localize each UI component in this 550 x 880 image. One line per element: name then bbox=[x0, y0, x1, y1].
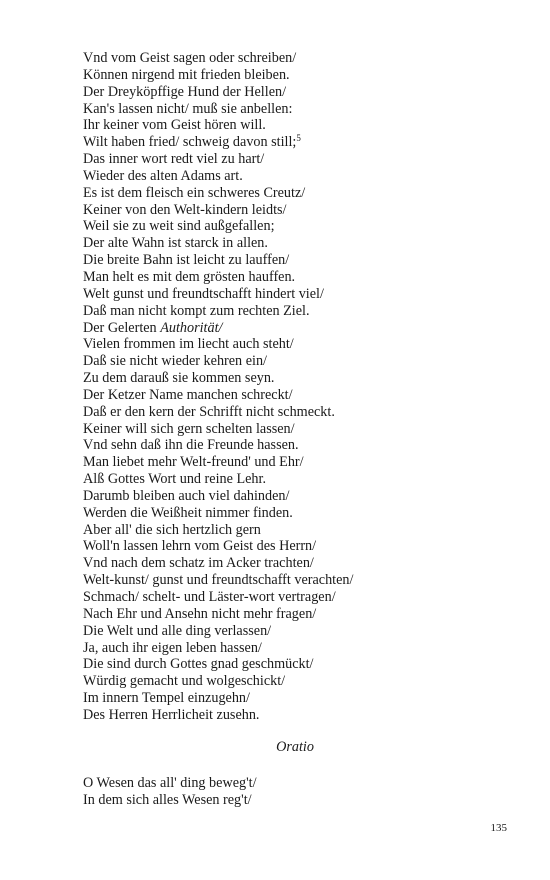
verse-line-text: Welt gunst und freundtschafft hindert viel/ bbox=[83, 285, 324, 302]
verse-line bbox=[83, 269, 503, 286]
verse-line-text: Die Welt und alle ding verlassen/ bbox=[83, 622, 272, 639]
verse-line-text: Der Ketzer Name manchen schreckt/ bbox=[83, 386, 293, 403]
verse-line bbox=[83, 117, 503, 134]
verse-line-text: Daß man nicht kompt zum rechten Ziel. bbox=[83, 302, 310, 319]
verse-line-text: Wieder des alten Adams art. bbox=[83, 167, 243, 184]
verse-line bbox=[83, 690, 503, 707]
verse-line bbox=[83, 505, 503, 522]
verse-line-text: Aber all' die sich hertzlich gern bbox=[83, 521, 261, 538]
verse-line bbox=[83, 320, 503, 337]
verse-line bbox=[83, 707, 503, 724]
verse-line bbox=[83, 252, 503, 269]
prayer-line: In dem sich alles Wesen reg't/ bbox=[83, 791, 252, 808]
verse-line bbox=[83, 235, 503, 252]
verse-line bbox=[83, 151, 503, 168]
verse-line bbox=[83, 421, 503, 438]
verse-line bbox=[83, 50, 503, 67]
verse-line-text: Zu dem darauß sie kommen seyn. bbox=[83, 370, 275, 387]
verse-line-text: Der alte Wahn ist starck in allen. bbox=[83, 235, 268, 252]
verse-line bbox=[83, 640, 503, 657]
prayer-line: O Wesen das all' ding beweg't/ bbox=[83, 775, 257, 791]
verse-line bbox=[83, 101, 503, 118]
verse-line-text: Man helt es mit dem grösten hauffen. bbox=[83, 268, 296, 285]
prayer-block bbox=[83, 775, 503, 809]
verse-line-text: Wilt haben fried/ schweig davon still; bbox=[83, 134, 297, 151]
verse-line bbox=[83, 134, 503, 151]
verse-line-text: Des Herren Herrlicheit zusehn. bbox=[83, 706, 260, 723]
verse-line bbox=[83, 471, 503, 488]
verse-line bbox=[83, 218, 503, 235]
verse-line-text: Alß Gottes Wort und reine Lehr. bbox=[83, 471, 266, 488]
verse-line-text: Darumb bleiben auch viel dahinden/ bbox=[83, 487, 290, 504]
verse-block bbox=[83, 50, 503, 724]
verse-line-text: Schmach/ schelt- und Läster-wort vertragen/ bbox=[83, 589, 336, 605]
verse-line bbox=[83, 286, 503, 303]
verse-line bbox=[83, 623, 503, 640]
verse-line-text: Die sind durch Gottes gnad geschmückt/ bbox=[83, 656, 314, 673]
verse-line-italic: Authorität/ bbox=[160, 319, 223, 336]
verse-line bbox=[83, 673, 503, 690]
verse-line bbox=[83, 185, 503, 202]
verse-line bbox=[83, 656, 503, 673]
verse-line-text: Der Dreyköpffige Hund der Hellen/ bbox=[83, 83, 287, 100]
verse-line-text: Vnd sehn daß ihn die Freunde hassen. bbox=[83, 437, 299, 454]
verse-line-text: Keiner von den Welt-kindern leidts/ bbox=[83, 201, 287, 218]
verse-line bbox=[83, 555, 503, 572]
verse-line-text: Ihr keiner vom Geist hören will. bbox=[83, 117, 266, 134]
verse-line bbox=[83, 454, 503, 471]
verse-line bbox=[83, 202, 503, 219]
verse-line-text: Vielen frommen im liecht auch steht/ bbox=[83, 336, 294, 353]
verse-line-text: Der Gelerten bbox=[83, 319, 161, 336]
verse-line bbox=[83, 336, 503, 353]
verse-line-text: Kan's lassen nicht/ muß sie anbellen: bbox=[83, 100, 293, 117]
verse-line-text: Es ist dem fleisch ein schweres Creutz/ bbox=[83, 184, 306, 201]
verse-line-text: Woll'n lassen lehrn vom Geist des Herrn/ bbox=[83, 538, 317, 555]
verse-line-text: Man liebet mehr Welt-freund' und Ehr/ bbox=[83, 454, 304, 471]
section-heading: Oratio bbox=[276, 739, 314, 755]
verse-line bbox=[83, 168, 503, 185]
verse-line-text: Die breite Bahn ist leicht zu lauffen/ bbox=[83, 252, 290, 269]
verse-line-text: Im innern Tempel einzugehn/ bbox=[83, 690, 250, 707]
verse-line bbox=[83, 606, 503, 623]
verse-line bbox=[83, 522, 503, 539]
verse-line bbox=[83, 303, 503, 320]
verse-line bbox=[83, 437, 503, 454]
verse-line-text: Weil sie zu weit sind außgefallen; bbox=[83, 218, 275, 235]
verse-line-text: Das inner wort redt viel zu hart/ bbox=[83, 151, 265, 168]
verse-line bbox=[83, 67, 503, 84]
verse-line-text: Würdig gemacht und wolgeschickt/ bbox=[83, 673, 286, 690]
verse-line bbox=[83, 370, 503, 387]
verse-line-text: Daß er den kern der Schrifft nicht schmeckt. bbox=[83, 403, 335, 420]
verse-line-text: Können nirgend mit frieden bleiben. bbox=[83, 66, 290, 83]
verse-line bbox=[83, 589, 503, 606]
verse-line bbox=[83, 538, 503, 555]
verse-line bbox=[83, 488, 503, 505]
verse-line-text: Ja, auch ihr eigen leben hassen/ bbox=[83, 639, 262, 656]
verse-line bbox=[83, 404, 503, 421]
verse-line bbox=[83, 572, 503, 589]
verse-line bbox=[83, 387, 503, 404]
verse-line bbox=[83, 353, 503, 370]
verse-line-text: Werden die Weißheit nimmer finden. bbox=[83, 504, 293, 521]
verse-line-text: Nach Ehr und Ansehn nicht mehr fragen/ bbox=[83, 605, 317, 622]
verse-line-text: Welt-kunst/ gunst und freundtschafft verachten/ bbox=[83, 572, 354, 589]
verse-line-text: Keiner will sich gern schelten lassen/ bbox=[83, 420, 295, 437]
verse-line bbox=[83, 84, 503, 101]
page-number: 135 bbox=[490, 822, 507, 834]
verse-line-text: Daß sie nicht wieder kehren ein/ bbox=[83, 353, 267, 370]
verse-line-text: Vnd vom Geist sagen oder schreiben/ bbox=[83, 50, 297, 66]
verse-line-text: Vnd nach dem schatz im Acker trachten/ bbox=[83, 555, 314, 572]
footnote-marker: 5 bbox=[296, 133, 301, 144]
